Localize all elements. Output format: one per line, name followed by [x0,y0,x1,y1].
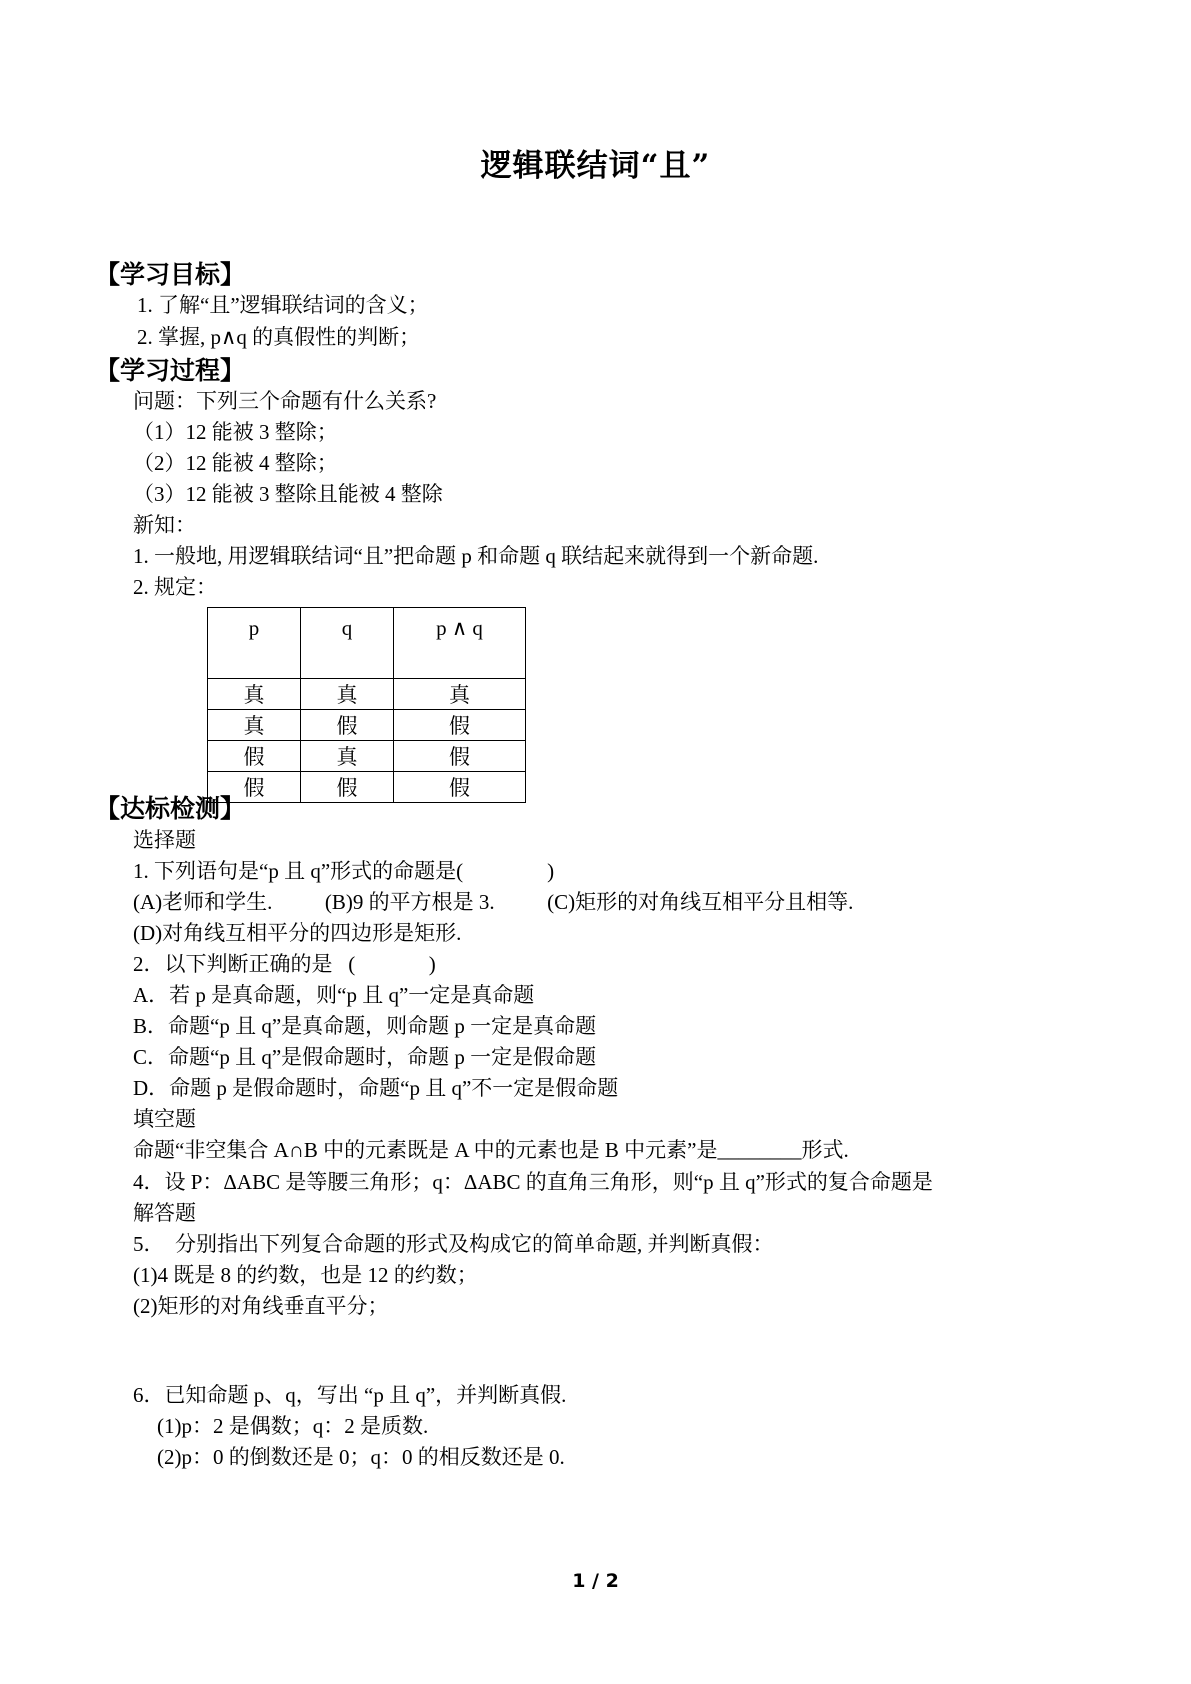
table-row [208,710,526,741]
question-5-item-1: (1)4 既是 8 的约数，也是 12 的约数； [133,1262,478,1287]
question-1-options-line-1: (A)老师和学生. (B)9 的平方根是 3. (C)矩形的对角线互相平分且相等. [133,889,854,914]
process-question: 问题：下列三个命题有什么关系? [133,388,437,413]
question-6-stem: 6．已知命题 p、q，写出 “p 且 q”，并判断真假. [133,1382,567,1407]
question-3: 命题“非空集合 A∩B 中的元素既是 A 中的元素也是 B 中元素”是________形式. [133,1138,849,1163]
fill-blank-label: 填空题 [133,1107,196,1132]
table-cell-q: 真 [301,741,394,772]
question-2-stem: 2．以下判断正确的是 ( ) [133,951,436,976]
truth-table [207,607,526,803]
table-header-q: q [301,608,394,679]
table-row [208,741,526,772]
question-6-item-2: (2)p：0 的倒数还是 0；q：0 的相反数还是 0. [157,1445,565,1470]
question-5-item-2: (2)矩形的对角线垂直平分； [133,1293,389,1318]
multiple-choice-label: 选择题 [133,827,196,852]
section-heading-objectives: 【学习目标】 [95,260,246,290]
question-4: 4．设 P：ΔABC 是等腰三角形；q：ΔABC 的直角三角形，则“p 且 q”形式的复合命题是 [133,1169,933,1194]
proposition-2: （2）12 能被 4 整除； [133,451,338,475]
proposition-3: （3）12 能被 3 整除且能被 4 整除 [133,482,443,507]
question-1-options-line-2: (D)对角线互相平分的四边形是矩形. [133,920,462,945]
question-2-option-a: A．若 p 是真命题，则“p 且 q”一定是真命题 [133,983,535,1008]
table-header-p: p [208,608,301,679]
question-1-stem: 1. 下列语句是“p 且 q”形式的命题是( ) [133,858,555,883]
page-number: 1 / 2 [572,1570,619,1592]
proposition-1: （1）12 能被 3 整除； [133,419,338,444]
table-cell-q: 假 [301,772,394,803]
section-heading-check: 【达标检测】 [95,794,246,824]
table-header-pq: p ∧ q [394,608,526,679]
table-cell-pq: 假 [394,741,526,772]
question-2-option-d: D．命题 p 是假命题时，命题“p 且 q”不一定是假命题 [133,1076,619,1101]
new-knowledge-item-2: 2. 规定： [133,575,217,600]
question-5-stem: 5． 分别指出下列复合命题的形式及构成它的简单命题, 并判断真假： [133,1231,774,1256]
table-cell-p: 真 [208,710,301,741]
table-cell-p: 假 [208,741,301,772]
table-cell-pq: 真 [394,679,526,710]
section-heading-process: 【学习过程】 [95,355,246,385]
answer-section-label: 解答题 [133,1200,196,1225]
answer-space [95,1322,1096,1380]
new-knowledge-item-1: 1. 一般地, 用逻辑联结词“且”把命题 p 和命题 q 联结起来就得到一个新命题. [133,544,819,569]
table-cell-q: 真 [301,679,394,710]
table-cell-p: 假 [208,772,301,803]
truth-table-wrapper [95,607,1096,803]
page-title: 逻辑联结词“且” [480,148,711,184]
table-cell-pq: 假 [394,710,526,741]
table-cell-q: 假 [301,710,394,741]
question-2-option-c: C．命题“p 且 q”是假命题时，命题 p 一定是假命题 [133,1045,597,1070]
objective-item-1: 1. 了解“且”逻辑联结词的含义； [137,293,429,318]
table-row [208,679,526,710]
question-6-item-1: (1)p：2 是偶数；q：2 是质数. [157,1413,429,1438]
objective-item-2: 2. 掌握, p∧q 的真假性的判断； [137,324,421,349]
table-cell-p: 真 [208,679,301,710]
question-2-option-b: B．命题“p 且 q”是真命题，则命题 p 一定是真命题 [133,1014,597,1039]
table-header-row [208,608,526,679]
table-cell-pq: 假 [394,772,526,803]
new-knowledge-label: 新知： [133,513,196,538]
